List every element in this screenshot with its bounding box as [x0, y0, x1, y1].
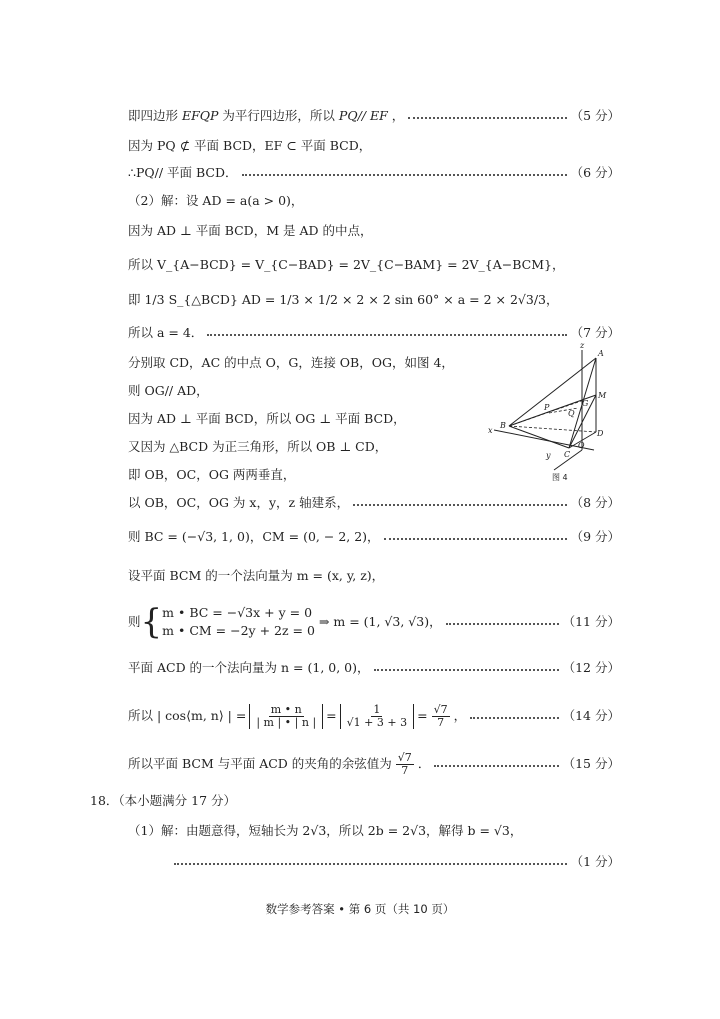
abs-fraction-2: $\frac{1}{√1 + 3 + 3}$	[340, 704, 414, 729]
figure-4-diagram	[484, 340, 624, 490]
point-A-label: A	[598, 349, 604, 358]
line-10: 则 OG// AD，	[128, 383, 209, 398]
point-D-label: D	[597, 429, 604, 438]
axis-y-label: y	[546, 451, 551, 460]
line-21: 18．（本小题满分 17 分）	[90, 793, 237, 808]
point-M-label: M	[598, 391, 607, 400]
fraction-answer: $\frac{√7}{7}$	[397, 750, 412, 777]
point-G-label: G	[582, 399, 589, 408]
abs-fraction-1: $\frac{m • n}{| m | • | n |}$	[249, 704, 323, 729]
line-1: 即四边形 EFQP 为平行四边形，所以 PQ// EF ， （5 分）	[128, 108, 620, 123]
point-C-label: C	[564, 450, 571, 459]
point-B-label: B	[500, 421, 506, 430]
line-4: （2）解：设 AD = a(a > 0)，	[128, 193, 304, 208]
point-Q-label: Q	[568, 409, 575, 418]
figure-caption: 图 4	[552, 473, 568, 482]
line-15: 则 BC = (−√3, 1, 0)，CM = (0, − 2, 2)， （9 分）	[128, 529, 620, 544]
line-12: 又因为 △BCD 为正三角形，所以 OB ⊥ CD，	[128, 439, 388, 454]
line-23: （1 分）	[174, 853, 620, 871]
line-13: 即 OB，OC，OG 两两垂直，	[128, 467, 296, 482]
line-11: 因为 AD ⊥ 平面 BCD，所以 OG ⊥ 平面 BCD，	[128, 411, 406, 426]
fraction-3: $\frac{√7}{7}$	[433, 702, 448, 729]
line-17: 则 { m • BC = −√3x + y = 0 m • CM = −2y + 2z = 0 ⇒ m = (1, √3, √3)， （11 分）	[128, 602, 620, 642]
line-22: （1）解：由题意得，短轴长为 2√3，所以 2b = 2√3，解得 b = √3，	[128, 823, 523, 838]
score: （5 分）	[570, 108, 620, 123]
left-brace: {	[140, 602, 163, 642]
line-18: 平面 ACD 的一个法向量为 n = (1, 0, 0)， （12 分）	[128, 660, 620, 675]
line-16: 设平面 BCM 的一个法向量为 m = (x, y, z)，	[128, 568, 385, 583]
axis-z-label: z	[580, 341, 585, 350]
axis-x-label: x	[488, 426, 493, 435]
line-5: 因为 AD ⊥ 平面 BCD，M 是 AD 的中点，	[128, 223, 373, 238]
line-20: 所以平面 BCM 与平面 ACD 的夹角的余弦值为 $\frac{√7}{7}$ ． （15 分）	[128, 750, 620, 777]
page-footer: 数学参考答案 • 第 6 页（共 10 页）	[265, 902, 455, 916]
point-P-label: P	[544, 403, 550, 412]
point-O-label: O	[578, 441, 585, 450]
line-9: 分别取 CD，AC 的中点 O，G，连接 OB，OG，如图 4，	[128, 355, 454, 370]
line-6: 所以 V_{A−BCD} = V_{C−BAD} = 2V_{C−BAM} = 2V_{A−BCM}，	[128, 257, 565, 272]
line-19: 所以 | cos⟨m, n⟩ | = $\frac{m • n}{| m | • | n |}$ = $\frac{1}{√1 + 3 + 3}$ = $\frac{√7}{7}$ ， （14 分）	[128, 702, 620, 729]
line-7: 即 1/3 S_{△BCD} AD = 1/3 × 1/2 × 2 × 2 sin 60° × a = 2 × 2√3/3，	[128, 292, 559, 307]
line-2: 因为 PQ ⊄ 平面 BCD，EF ⊂ 平面 BCD，	[128, 138, 372, 153]
line-14: 以 OB，OC，OG 为 x，y，z 轴建系， （8 分）	[128, 495, 620, 510]
line-3: ∴PQ// 平面 BCD． （6 分）	[128, 165, 620, 180]
line-8: 所以 a = 4． （7 分）	[128, 325, 620, 340]
equation-system: m • BC = −√3x + y = 0 m • CM = −2y + 2z = 0	[162, 605, 315, 638]
